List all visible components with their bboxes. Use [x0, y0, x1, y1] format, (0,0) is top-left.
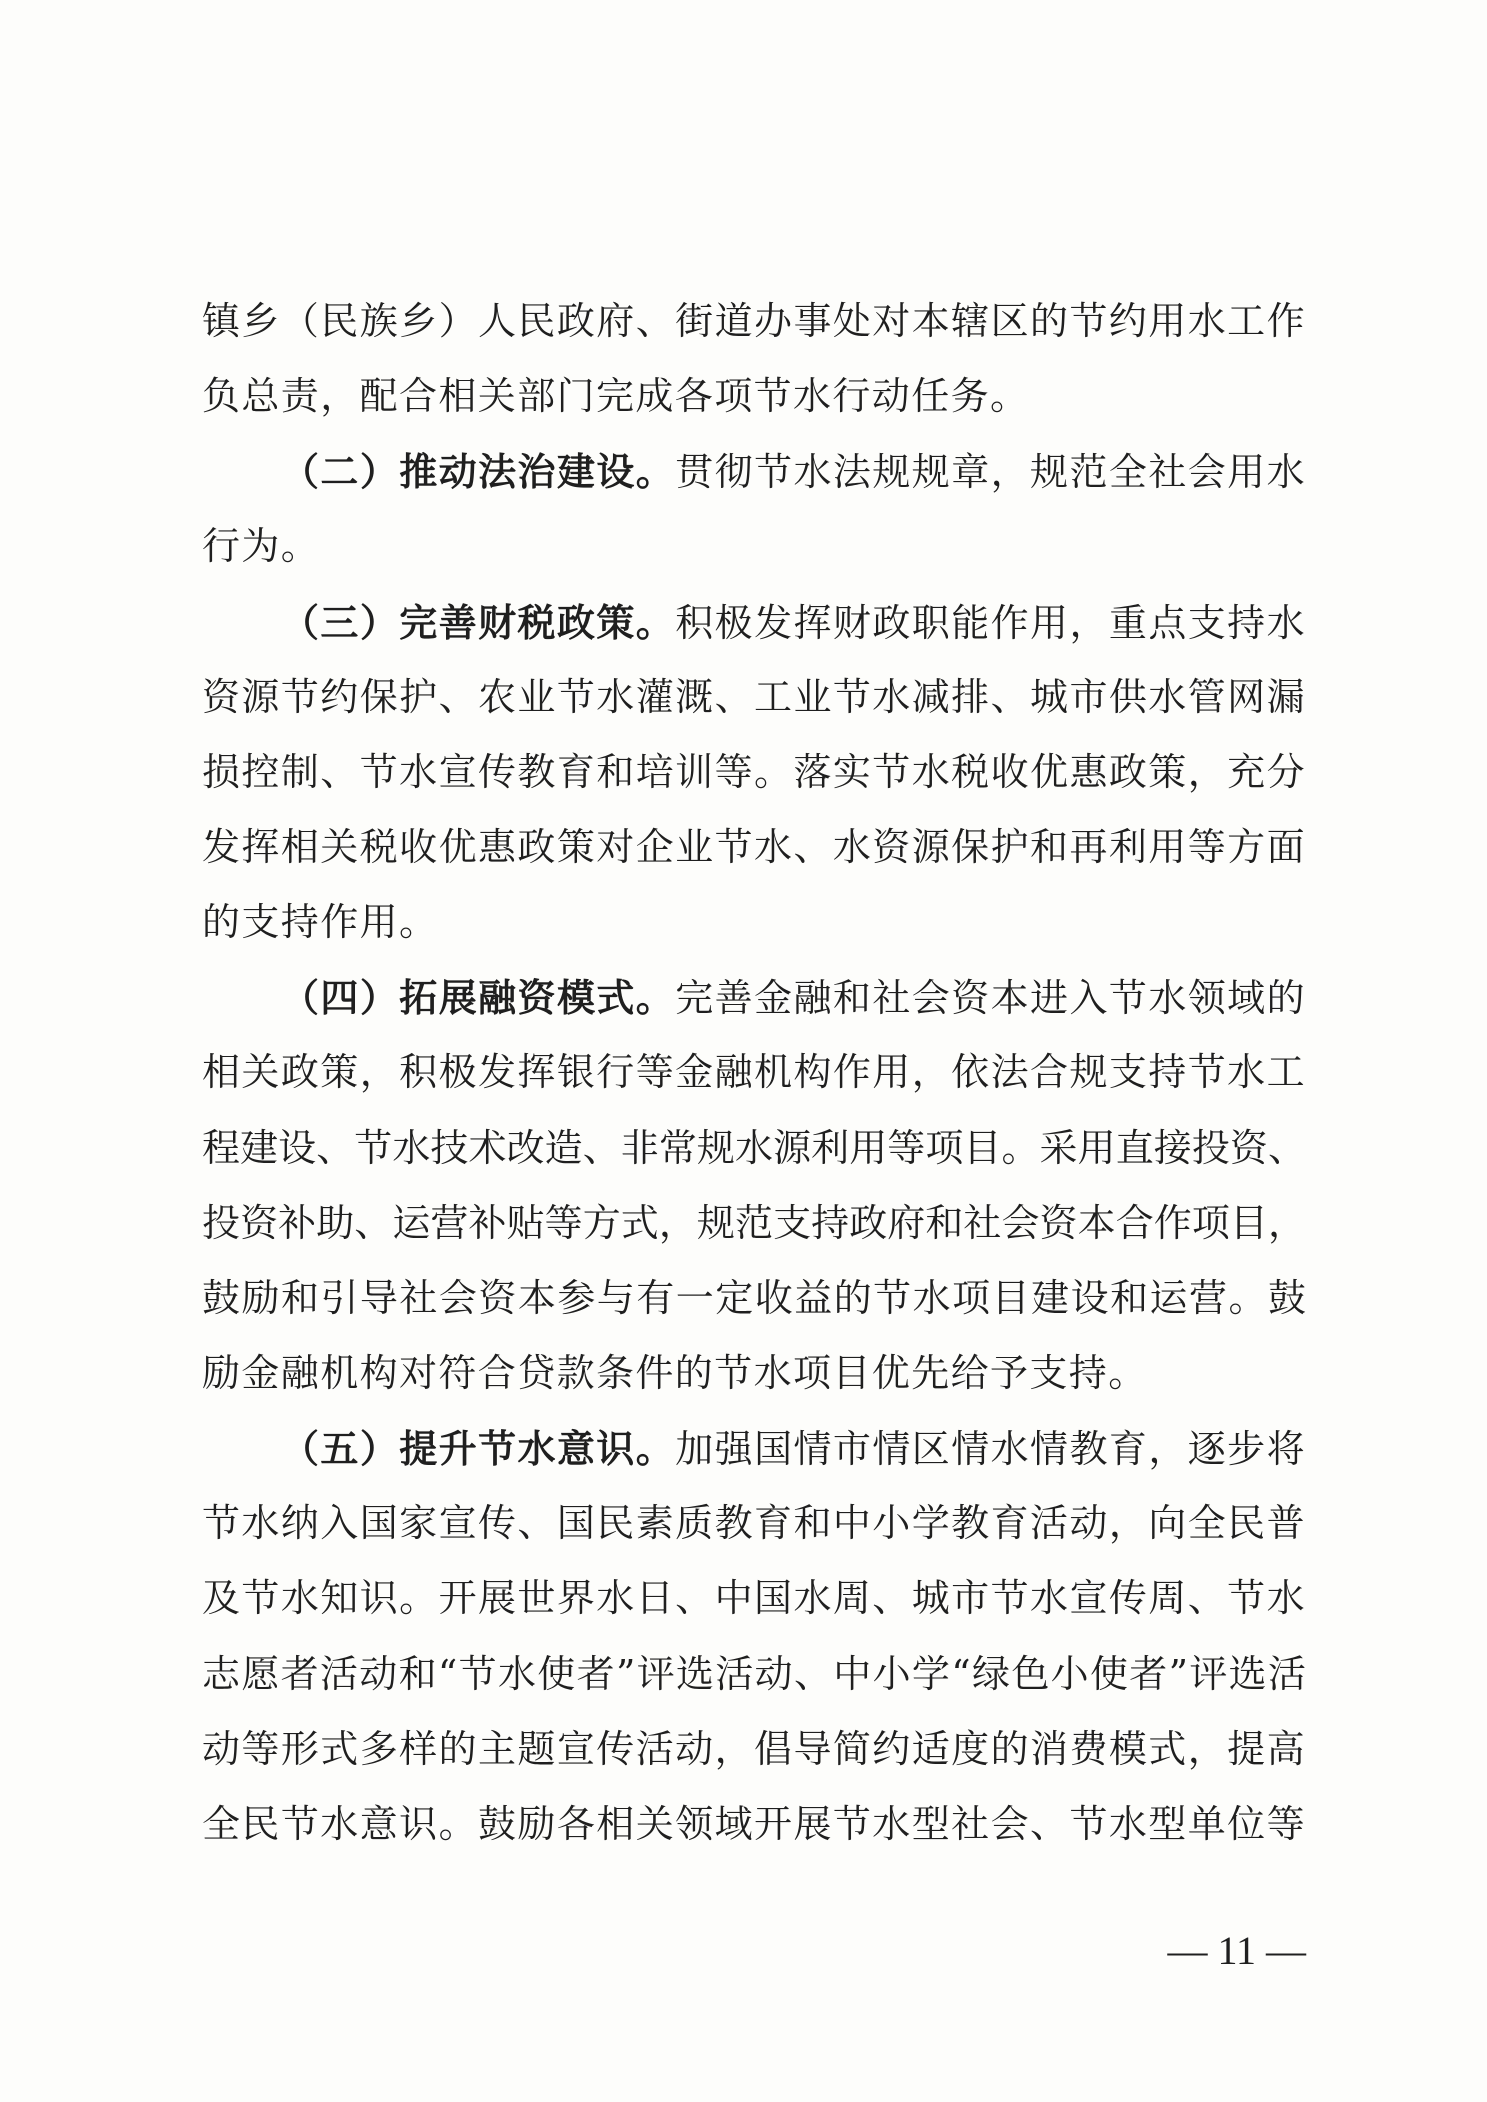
text-run: 贯彻节水法规规章，规范全社会用水	[675, 450, 1306, 495]
text-line: 负总责，配合相关部门完成各项节水行动任务。	[202, 374, 1030, 419]
page-number: — 11 —	[1167, 1928, 1306, 1973]
text-line: 投资补助、运营补贴等方式，规范支持政府和社会资本合作项目，	[202, 1200, 1306, 1245]
text-line: 励金融机构对符合贷款条件的节水项目优先给予支持。	[202, 1350, 1148, 1395]
text-line	[202, 960, 1306, 1035]
text-line: 及节水知识。开展世界水日、中国水周、城市节水宣传周、节水	[202, 1576, 1306, 1621]
text-run: 完善金融和社会资本进入节水领域的	[675, 976, 1306, 1021]
text-line: 镇乡（民族乡）人民政府、街道办事处对本辖区的节约用水工作	[202, 299, 1306, 343]
text-run: 积极发挥财政职能作用，重点支持水	[675, 600, 1306, 645]
section-heading: （四）拓展融资模式。	[281, 975, 676, 1021]
text-line	[202, 585, 1306, 660]
text-run: 加强国情市情区情水情教育，逐步将	[675, 1427, 1306, 1472]
text-line: 志愿者活动和“节水使者”评选活动、中小学“绿色小使者”评选活	[202, 1651, 1306, 1696]
text-line	[202, 1411, 1306, 1486]
section-heading: （三）完善财税政策。	[281, 599, 676, 645]
text-line: 行为。	[202, 524, 321, 569]
text-line: 相关政策，积极发挥银行等金融机构作用，依法合规支持节水工	[202, 1050, 1306, 1095]
text-line: 动等形式多样的主题宣传活动，倡导简约适度的消费模式，提高	[202, 1726, 1306, 1771]
text-line: 节水纳入国家宣传、国民素质教育和中小学教育活动，向全民普	[202, 1501, 1306, 1546]
text-line: 发挥相关税收优惠政策对企业节水、水资源保护和再利用等方面	[202, 824, 1306, 869]
text-line: 资源节约保护、农业节水灌溉、工业节水减排、城市供水管网漏	[202, 674, 1306, 719]
body-text	[202, 284, 1306, 1862]
text-line: 鼓励和引导社会资本参与有一定收益的节水项目建设和运营。鼓	[202, 1275, 1306, 1320]
text-line	[202, 434, 1306, 509]
text-line: 程建设、节水技术改造、非常规水源利用等项目。采用直接投资、	[202, 1125, 1306, 1170]
text-line: 的支持作用。	[202, 900, 439, 945]
section-heading: （二）推动法治建设。	[281, 449, 676, 495]
section-heading: （五）提升节水意识。	[281, 1426, 676, 1472]
text-line: 全民节水意识。鼓励各相关领域开展节水型社会、节水型单位等	[202, 1801, 1306, 1846]
text-line: 损控制、节水宣传教育和培训等。落实节水税收优惠政策，充分	[202, 749, 1306, 794]
